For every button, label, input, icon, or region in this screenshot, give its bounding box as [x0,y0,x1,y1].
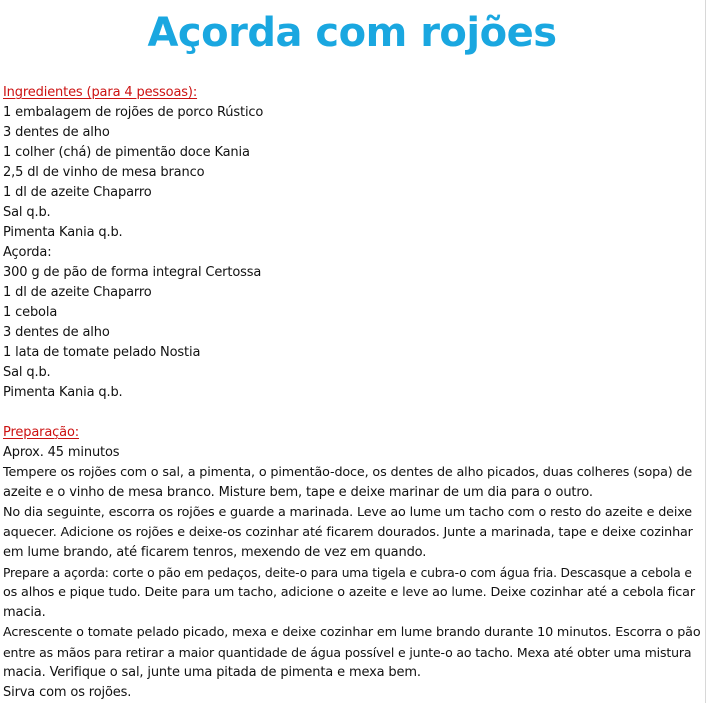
ingredient-item: 2,5 dl de vinho de mesa branco [3,165,205,180]
ingredient-item: 1 colher (chá) de pimentão doce Kania [3,145,250,160]
preparation-line: azeite e o vinho de mesa branco. Misture bem, tape e deixe marinar de um dia para o outro. [3,485,593,500]
ingredient-item: Pimenta Kania q.b. [3,385,123,400]
preparation-line: macia. [3,605,46,620]
ingredient-item: 1 lata de tomate pelado Nostia [3,345,201,360]
ingredient-item: 1 cebola [3,305,58,320]
ingredient-item: Pimenta Kania q.b. [3,225,123,240]
ingredient-item: 1 dl de azeite Chaparro [3,285,152,300]
ingredient-item: 1 dl de azeite Chaparro [3,185,152,200]
preparation-line: Prepare a açorda: corte o pão em pedaços, deite-o para uma tigela e cubra-o com água fria. Descasque a cebola e [3,566,692,580]
preparation-heading: Preparação: [3,425,79,440]
ingredient-item: 3 dentes de alho [3,125,110,140]
ingredient-item: 300 g de pão de forma integral Certossa [3,265,262,280]
preparation-line: Tempere os rojões com o sal, a pimenta, o pimentão-doce, os dentes de alho picados, duas colheres (sopa) de [3,465,693,480]
preparation-line: em lume brando, até ficarem tenros, mexendo de vez em quando. [3,545,427,560]
ingredient-item: 3 dentes de alho [3,325,110,340]
ingredients-section [3,83,703,403]
preparation-line: Sirva com os rojões. [3,685,132,700]
preparation-line: Aprox. 45 minutos [3,445,120,460]
preparation-section [3,423,703,703]
ingredient-item: Sal q.b. [3,205,51,220]
preparation-line: entre as mãos para retirar a maior quantidade de água possível e junte-o ao tacho. Mexa até obter uma mistura [3,645,692,660]
ingredient-item: Sal q.b. [3,365,51,380]
section-spacer [3,403,703,423]
recipe-title: Açorda com rojões [147,10,557,56]
preparation-line: os alhos e pique tudo. Deite para um tacho, adicione o azeite e leve ao lume. Deixe cozinhar até a cebola ficar [3,585,695,600]
ingredient-subheading: Açorda: [3,245,52,260]
ingredients-heading: Ingredientes (para 4 pessoas): [3,85,198,100]
recipe-content [3,83,703,703]
preparation-line: Acrescente o tomate pelado picado, mexa e deixe cozinhar em lume brando durante 10 minutos. Escorra o pão [3,625,701,640]
preparation-line: macia. Verifique o sal, junte uma pitada de pimenta e mexa bem. [3,665,421,680]
preparation-line: aquecer. Adicione os rojões e deixe-os cozinhar até ficarem dourados. Junte a marinada, tape e deixe cozinhar [3,525,693,540]
ingredient-item: 1 embalagem de rojões de porco Rústico [3,105,264,120]
preparation-line: No dia seguinte, escorra os rojões e guarde a marinada. Leve ao lume um tacho com o resto do azeite e deixe [3,505,692,520]
